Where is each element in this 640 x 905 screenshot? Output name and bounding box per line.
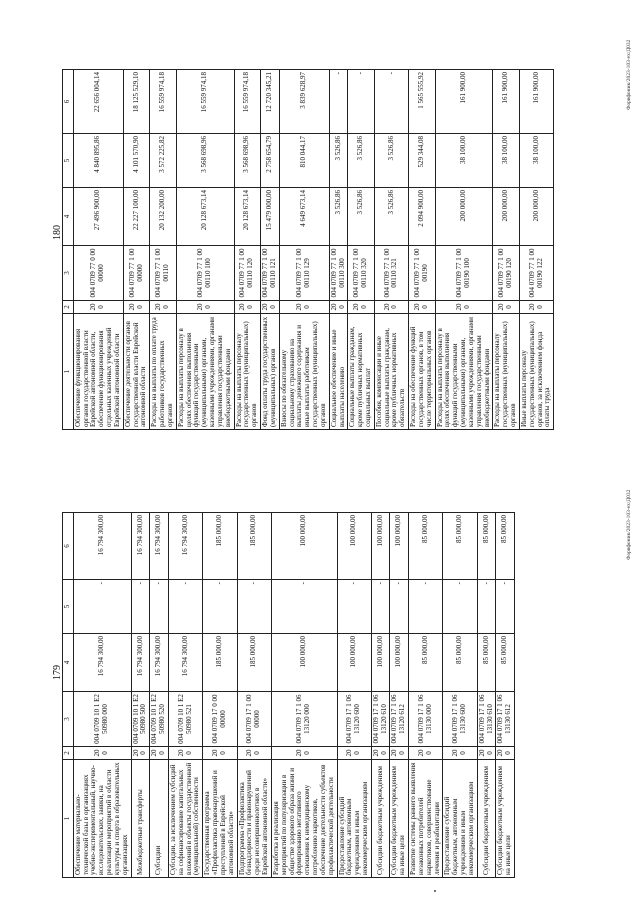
row-remaining-amount-cell: 16 794 300,00 bbox=[150, 513, 169, 580]
row-approved-amount-cell: 20 132 200,00 bbox=[150, 188, 176, 246]
row-name-cell: Иные выплаты персоналу государственных (муниципальных) органов, за исключением фонда оплаты труда bbox=[519, 314, 553, 430]
row-remaining-amount-cell: 85 000,00 bbox=[477, 513, 496, 580]
row-remaining-amount-cell: 1 565 555,92 bbox=[409, 70, 435, 134]
row-code-2-cell: 200 bbox=[409, 747, 443, 760]
table-row bbox=[123, 70, 149, 430]
header-col-5: 5 bbox=[63, 580, 74, 634]
budget-table-180 bbox=[62, 69, 554, 430]
row-name-cell: Обеспечение функционирования органов государственной власти Еврейской автономной области, обеспечение функционирования отдельных казенных учреждений Еврейской автономной области bbox=[73, 314, 123, 430]
row-executed-amount-cell: 4 840 895,86 bbox=[73, 134, 123, 188]
row-remaining-amount-cell: 85 000,00 bbox=[409, 513, 443, 580]
row-classifier-code-cell: 004 0709 17 1 06 13120 000 bbox=[271, 692, 337, 747]
row-classifier-code-cell: 004 0709 77 1 00 00190 120 bbox=[493, 246, 519, 301]
table-row bbox=[237, 513, 271, 878]
page-number-180: 180 bbox=[52, 225, 63, 240]
row-remaining-amount-cell: - bbox=[374, 70, 408, 134]
row-code-2-cell: 200 bbox=[443, 747, 477, 760]
table-row bbox=[519, 70, 553, 430]
row-code-2-cell: 200 bbox=[234, 301, 260, 314]
footer-code-180: Форвфоник/2023-103-ex/Д032 bbox=[626, 39, 632, 110]
table-row bbox=[493, 70, 519, 430]
row-executed-amount-cell: - bbox=[131, 580, 150, 634]
row-executed-amount-cell: 3 568 698,96 bbox=[176, 134, 234, 188]
row-code-2-cell: 200 bbox=[168, 747, 202, 760]
row-classifier-code-cell: 004 0709 17 1 06 13130 610 bbox=[477, 692, 496, 747]
row-remaining-amount-cell: 16 559 974,18 bbox=[234, 70, 260, 134]
row-approved-amount-cell: 27 496 900,00 bbox=[73, 188, 123, 246]
row-remaining-amount-cell: 16 794 300,00 bbox=[73, 513, 131, 580]
header-col-4: 4 bbox=[63, 634, 74, 692]
row-code-2-cell: 200 bbox=[176, 301, 234, 314]
row-approved-amount-cell: 16 794 300,00 bbox=[150, 634, 169, 692]
table-row bbox=[374, 70, 408, 430]
footer-code-179: Форвфоник/2023-103-ex/Д032 bbox=[626, 489, 632, 560]
table-header-row bbox=[63, 70, 74, 430]
row-approved-amount-cell: 100 000,00 bbox=[337, 634, 371, 692]
row-approved-amount-cell: 85 000,00 bbox=[443, 634, 477, 692]
row-remaining-amount-cell: 16 794 300,00 bbox=[168, 513, 202, 580]
row-name-cell: Фонд оплаты труда государственных (муниципальных) органов bbox=[261, 314, 280, 430]
row-approved-amount-cell: 185 000,00 bbox=[203, 634, 237, 692]
table-row bbox=[371, 513, 390, 878]
table-row bbox=[435, 70, 493, 430]
budget-table-179 bbox=[62, 512, 515, 878]
row-name-cell: Расходы на выплаты персоналу в целях обеспечения выполнения функций государственными (муниципальными) органами, казенными учреждениями, органами управления государственными внебюджетными фондами bbox=[176, 314, 234, 430]
table-row bbox=[409, 70, 435, 430]
row-name-cell: Предоставление субсидий бюджетным, автономным учреждениям и иным некоммерческим организациям bbox=[443, 760, 477, 878]
header-col-6: 6 bbox=[63, 513, 74, 580]
row-classifier-code-cell: 004 0709 77 1 00 00190 122 bbox=[519, 246, 553, 301]
header-col-6: 6 bbox=[63, 70, 74, 134]
row-executed-amount-cell: - bbox=[443, 580, 477, 634]
row-executed-amount-cell: 3 526,86 bbox=[374, 134, 408, 188]
row-code-2-cell: 200 bbox=[271, 747, 337, 760]
row-executed-amount-cell: - bbox=[203, 580, 237, 634]
row-remaining-amount-cell: 16 559 974,18 bbox=[150, 70, 176, 134]
header-col-5: 5 bbox=[63, 134, 74, 188]
table-row bbox=[131, 513, 150, 878]
row-approved-amount-cell: 200 000,00 bbox=[493, 188, 519, 246]
row-executed-amount-cell: - bbox=[371, 580, 390, 634]
row-code-2-cell: 200 bbox=[348, 301, 374, 314]
row-executed-amount-cell: - bbox=[496, 580, 515, 634]
row-approved-amount-cell: 185 000,00 bbox=[237, 634, 271, 692]
row-classifier-code-cell: 004 0709 77 1 00 00000 bbox=[123, 246, 149, 301]
row-classifier-code-cell: 004 0709 77 1 00 00110 120 bbox=[234, 246, 260, 301]
row-name-cell: Субсидии, за исключением субсидий на софинансирование капитальных вложений в объекты государственной (муниципальной) собственности bbox=[168, 760, 202, 878]
table-row bbox=[443, 513, 477, 878]
row-classifier-code-cell: 004 0709 17 1 06 13130 612 bbox=[496, 692, 515, 747]
row-name-cell: Государственная программа «Профилактика правонарушений и преступлений в Еврейской автономной области» bbox=[203, 760, 237, 878]
row-approved-amount-cell: 2 094 900,00 bbox=[409, 188, 435, 246]
row-executed-amount-cell: 810 044,17 bbox=[279, 134, 329, 188]
row-code-2-cell: 200 bbox=[237, 747, 271, 760]
row-classifier-code-cell: 004 0709 77 1 00 00190 bbox=[409, 246, 435, 301]
row-classifier-code-cell: 004 0709 17 0 00 00000 bbox=[203, 692, 237, 747]
header-col-2: 2 bbox=[63, 747, 74, 760]
row-remaining-amount-cell: 85 000,00 bbox=[443, 513, 477, 580]
row-remaining-amount-cell: 185 000,00 bbox=[237, 513, 271, 580]
row-remaining-amount-cell: 100 000,00 bbox=[271, 513, 337, 580]
row-remaining-amount-cell: - bbox=[329, 70, 348, 134]
row-executed-amount-cell: - bbox=[409, 580, 443, 634]
table-row bbox=[168, 513, 202, 878]
row-executed-amount-cell: 4 101 570,90 bbox=[123, 134, 149, 188]
row-approved-amount-cell: 22 227 100,00 bbox=[123, 188, 149, 246]
row-executed-amount-cell: - bbox=[150, 580, 169, 634]
table-row bbox=[73, 513, 131, 878]
row-name-cell: Обеспечение материально-технической базы в организациях учебно-экспериментальный, научно-исследовательских, заявки, на реализации мероприятий в области культуры и спорта в образовательных организациях bbox=[73, 760, 131, 878]
row-classifier-code-cell: 004 0709 10 1 E2 50980 000 bbox=[73, 692, 131, 747]
row-name-cell: Расходы на обеспечение функций государственных органов, в том числе территориальных органов bbox=[409, 314, 435, 430]
row-classifier-code-cell: 004 0709 77 1 00 00190 100 bbox=[435, 246, 493, 301]
row-code-2-cell: 200 bbox=[409, 301, 435, 314]
row-classifier-code-cell: 004 0709 77 1 00 00110 bbox=[150, 246, 176, 301]
row-approved-amount-cell: 20 128 673,14 bbox=[234, 188, 260, 246]
row-approved-amount-cell: 100 000,00 bbox=[371, 634, 390, 692]
row-approved-amount-cell: 16 794 300,00 bbox=[131, 634, 150, 692]
header-col-1: 1 bbox=[63, 314, 74, 430]
row-code-2-cell: 200 bbox=[73, 747, 131, 760]
row-name-cell: Подпрограмма «Профилактика безнадзорности и правонарушений среди несовершеннолетних в Еврейской автономной области» bbox=[237, 760, 271, 878]
row-code-2-cell: 200 bbox=[374, 301, 408, 314]
scan-speck bbox=[434, 890, 436, 892]
row-executed-amount-cell: - bbox=[271, 580, 337, 634]
row-code-2-cell: 200 bbox=[496, 747, 515, 760]
row-code-2-cell: 200 bbox=[390, 747, 409, 760]
header-col-3: 3 bbox=[63, 692, 74, 747]
row-remaining-amount-cell: 3 839 628,97 bbox=[279, 70, 329, 134]
table-row bbox=[337, 513, 371, 878]
row-classifier-code-cell: 004 0709 17 1 06 13130 000 bbox=[409, 692, 443, 747]
row-executed-amount-cell: - bbox=[168, 580, 202, 634]
row-remaining-amount-cell: 185 000,00 bbox=[203, 513, 237, 580]
row-classifier-code-cell: 004 0709 17 1 06 13120 600 bbox=[337, 692, 371, 747]
row-executed-amount-cell: 3 526,86 bbox=[329, 134, 348, 188]
row-code-2-cell: 200 bbox=[435, 301, 493, 314]
row-name-cell: Субсидии бюджетным учреждениям bbox=[371, 760, 390, 878]
header-col-2: 2 bbox=[63, 301, 74, 314]
row-classifier-code-cell: 004 0709 10 1 E2 50980 520 bbox=[150, 692, 169, 747]
row-code-2-cell: 200 bbox=[279, 301, 329, 314]
table-row bbox=[203, 513, 237, 878]
row-approved-amount-cell: 4 649 673,14 bbox=[279, 188, 329, 246]
row-classifier-code-cell: 004 0709 77 1 00 00110 100 bbox=[176, 246, 234, 301]
row-classifier-code-cell: 004 0709 77 1 00 00110 320 bbox=[348, 246, 374, 301]
row-code-2-cell: 200 bbox=[150, 747, 169, 760]
row-executed-amount-cell: 3 526,86 bbox=[348, 134, 374, 188]
row-name-cell: Разработка и реализация мероприятий по популяризации в обществе здорового образа жизни и формированию негативного отношения к немедицинскому потреблению наркотиков, обеспечение деятельности субъектов профилактической деятельности bbox=[271, 760, 337, 878]
row-code-2-cell: 200 bbox=[73, 301, 123, 314]
row-name-cell: Расходы на выплаты персоналу государственных (муниципальных) органов bbox=[234, 314, 260, 430]
header-col-3: 3 bbox=[63, 246, 74, 301]
table-row bbox=[348, 70, 374, 430]
row-classifier-code-cell: 004 0709 77 1 00 00110 300 bbox=[329, 246, 348, 301]
table-row bbox=[73, 70, 123, 430]
row-code-2-cell: 200 bbox=[477, 747, 496, 760]
row-code-2-cell: 200 bbox=[493, 301, 519, 314]
row-classifier-code-cell: 004 0709 17 1 06 13120 612 bbox=[390, 692, 409, 747]
row-name-cell: Субсидии bbox=[150, 760, 169, 878]
row-approved-amount-cell: 200 000,00 bbox=[435, 188, 493, 246]
row-code-2-cell: 200 bbox=[150, 301, 176, 314]
row-remaining-amount-cell: 161 900,00 bbox=[519, 70, 553, 134]
row-classifier-code-cell: 004 0709 17 1 00 00000 bbox=[237, 692, 271, 747]
table-row bbox=[234, 70, 260, 430]
table-row bbox=[176, 70, 234, 430]
row-executed-amount-cell: 38 100,00 bbox=[435, 134, 493, 188]
row-classifier-code-cell: 004 0709 77 1 00 00110 121 bbox=[261, 246, 280, 301]
row-executed-amount-cell: 38 100,00 bbox=[493, 134, 519, 188]
row-name-cell: Предоставление субсидий бюджетным, автономным учреждениям и иным некоммерческим организациям bbox=[337, 760, 371, 878]
row-name-cell: Социальное обеспечение и иные выплаты населению bbox=[329, 314, 348, 430]
table-row bbox=[271, 513, 337, 878]
row-executed-amount-cell: - bbox=[337, 580, 371, 634]
row-code-2-cell: 200 bbox=[329, 301, 348, 314]
row-executed-amount-cell: 529 344,08 bbox=[409, 134, 435, 188]
row-classifier-code-cell: 004 0709 77 0 00 00000 bbox=[73, 246, 123, 301]
row-approved-amount-cell: 16 794 300,00 bbox=[168, 634, 202, 692]
row-name-cell: Расходы на выплаты персоналу в целях обеспечения выполнения функций государственными (муниципальными) органами, казенными учреждениями, органами управления государственными внебюджетными фондами bbox=[435, 314, 493, 430]
row-remaining-amount-cell: 161 900,00 bbox=[493, 70, 519, 134]
row-approved-amount-cell: 3 526,86 bbox=[348, 188, 374, 246]
row-remaining-amount-cell: 100 000,00 bbox=[337, 513, 371, 580]
row-approved-amount-cell: 15 479 000,00 bbox=[261, 188, 280, 246]
table-row bbox=[279, 70, 329, 430]
row-name-cell: Пособия, компенсации и иные социальные выплаты гражданам, кроме публичных нормативных обязательств bbox=[374, 314, 408, 430]
page-180 bbox=[62, 70, 554, 430]
row-approved-amount-cell: 85 000,00 bbox=[409, 634, 443, 692]
row-approved-amount-cell: 200 000,00 bbox=[519, 188, 553, 246]
row-name-cell: Развитие системы раннего выявления незаконных потребителей наркотиков, совершенствование лечения и реабилитации bbox=[409, 760, 443, 878]
row-code-2-cell: 200 bbox=[519, 301, 553, 314]
row-name-cell: Расходы на выплаты персоналу государственных (муниципальных) органов bbox=[493, 314, 519, 430]
page-number-179: 179 bbox=[52, 665, 63, 680]
page-179 bbox=[62, 513, 515, 878]
row-name-cell: Субсидии бюджетным учреждениям bbox=[477, 760, 496, 878]
table-row bbox=[390, 513, 409, 878]
row-code-2-cell: 200 bbox=[123, 301, 149, 314]
row-name-cell: Расходы на выплаты по оплате труда работников государственных органов bbox=[150, 314, 176, 430]
table-row bbox=[150, 70, 176, 430]
row-remaining-amount-cell: - bbox=[348, 70, 374, 134]
row-name-cell: Субсидии бюджетным учреждениям на иные цели bbox=[496, 760, 515, 878]
row-code-2-cell: 200 bbox=[131, 747, 150, 760]
row-executed-amount-cell: 3 568 698,96 bbox=[234, 134, 260, 188]
row-remaining-amount-cell: 85 000,00 bbox=[496, 513, 515, 580]
row-name-cell: Взносы по обязательному социальному страхованию на выплаты денежного содержания и иные выплаты работникам государственных (муниципальных) органов bbox=[279, 314, 329, 430]
row-executed-amount-cell: 38 100,00 bbox=[519, 134, 553, 188]
row-executed-amount-cell: - bbox=[390, 580, 409, 634]
row-classifier-code-cell: 004 0709 10 1 E2 50980 521 bbox=[168, 692, 202, 747]
header-col-4: 4 bbox=[63, 188, 74, 246]
row-approved-amount-cell: 3 526,86 bbox=[329, 188, 348, 246]
header-col-1: 1 bbox=[63, 760, 74, 878]
row-remaining-amount-cell: 16 559 974,18 bbox=[176, 70, 234, 134]
table-row bbox=[150, 513, 169, 878]
row-classifier-code-cell: 004 0709 10 1 E2 50980 500 bbox=[131, 692, 150, 747]
row-remaining-amount-cell: 161 900,00 bbox=[435, 70, 493, 134]
row-name-cell: Обеспечение деятельности органов государственной власти Еврейской автономной области bbox=[123, 314, 149, 430]
row-classifier-code-cell: 004 0709 17 1 06 13130 600 bbox=[443, 692, 477, 747]
row-classifier-code-cell: 004 0709 77 1 00 00110 321 bbox=[374, 246, 408, 301]
row-classifier-code-cell: 004 0709 77 1 00 00110 129 bbox=[279, 246, 329, 301]
table-row bbox=[329, 70, 348, 430]
row-remaining-amount-cell: 100 000,00 bbox=[371, 513, 390, 580]
row-executed-amount-cell: - bbox=[477, 580, 496, 634]
row-classifier-code-cell: 004 0709 17 1 06 13120 610 bbox=[371, 692, 390, 747]
row-approved-amount-cell: 85 000,00 bbox=[496, 634, 515, 692]
row-code-2-cell: 200 bbox=[371, 747, 390, 760]
row-approved-amount-cell: 100 000,00 bbox=[271, 634, 337, 692]
row-name-cell: Межбюджетные трансферты bbox=[131, 760, 150, 878]
row-approved-amount-cell: 100 000,00 bbox=[390, 634, 409, 692]
row-remaining-amount-cell: 100 000,00 bbox=[390, 513, 409, 580]
row-executed-amount-cell: 2 758 654,79 bbox=[261, 134, 280, 188]
row-code-2-cell: 200 bbox=[203, 747, 237, 760]
table-row bbox=[477, 513, 496, 878]
row-name-cell: Субсидии бюджетным учреждениям на иные цели bbox=[390, 760, 409, 878]
table-header-row bbox=[63, 513, 74, 878]
row-approved-amount-cell: 20 128 673,14 bbox=[176, 188, 234, 246]
row-approved-amount-cell: 16 794 300,00 bbox=[73, 634, 131, 692]
row-remaining-amount-cell: 22 656 004,14 bbox=[73, 70, 123, 134]
row-remaining-amount-cell: 16 794 300,00 bbox=[131, 513, 150, 580]
table-row bbox=[496, 513, 515, 878]
row-remaining-amount-cell: 12 720 345,21 bbox=[261, 70, 280, 134]
row-executed-amount-cell: - bbox=[73, 580, 131, 634]
row-approved-amount-cell: 85 000,00 bbox=[477, 634, 496, 692]
row-remaining-amount-cell: 18 125 529,10 bbox=[123, 70, 149, 134]
table-row bbox=[261, 70, 280, 430]
row-name-cell: Социальные выплаты гражданам, кроме публичных нормативных социальных выплат bbox=[348, 314, 374, 430]
row-code-2-cell: 200 bbox=[261, 301, 280, 314]
row-executed-amount-cell: 3 572 225,82 bbox=[150, 134, 176, 188]
row-code-2-cell: 200 bbox=[337, 747, 371, 760]
row-approved-amount-cell: 3 526,86 bbox=[374, 188, 408, 246]
table-row bbox=[409, 513, 443, 878]
row-executed-amount-cell: - bbox=[237, 580, 271, 634]
